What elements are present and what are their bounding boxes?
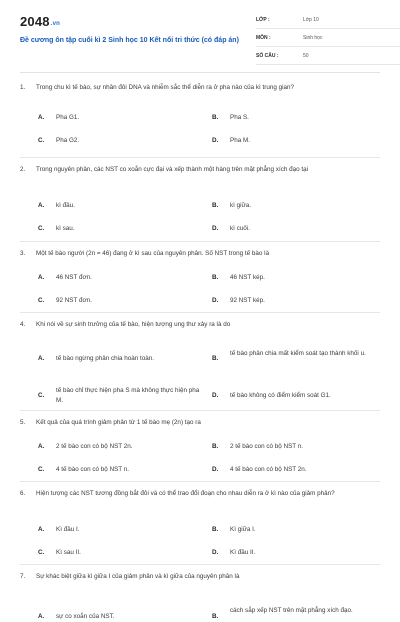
question-text [20,417,380,428]
option-text: Kì đầu II. [230,549,256,556]
question-number: 4. [20,321,26,328]
option-text: 46 NST kép. [230,274,265,281]
question-number: 2. [20,166,26,173]
option-text: kì giữa. [230,202,252,209]
question-text [20,164,380,175]
question-text [20,571,380,582]
option-letter: C. [38,137,45,144]
question-text [20,488,380,499]
option-letter: D. [212,225,219,232]
meta-table [256,14,400,68]
option-text: 2 tế bào con có bộ NST 2n. [56,443,133,450]
option-letter: A. [38,355,45,362]
option-text: tế bào chỉ thực hiện pha S mà không thực hiện pha M. [56,387,200,404]
question-number: 5. [20,419,26,426]
question-4 [20,313,380,411]
option-letter: B. [212,114,219,121]
option-text: Kì sau II. [56,549,81,556]
option-letter: B. [212,274,219,281]
question-number: 7. [20,573,26,580]
option-letter: B. [212,202,219,209]
option-text: kì sau. [56,225,75,232]
option-text: Pha M. [230,137,250,144]
question-1 [20,80,380,158]
option-letter: C. [38,297,45,304]
question-prompt: Sự khác biệt giữa kì giữa I của giảm phân và kì giữa của nguyên phân là [36,573,240,580]
option-letter: A. [38,114,45,121]
option-letter: B. [212,355,219,362]
question-prompt: Khi nói về sự sinh trưởng của tế bào, hiện tượng ung thư xảy ra là do [36,321,231,328]
option-text: 92 NST kép. [230,297,265,304]
meta-row-class [256,14,400,29]
option-letter: A. [38,526,45,533]
option-letter: D. [212,137,219,144]
document-title: Đề cương ôn tập cuối kì 2 Sinh học 10 Kết nối tri thức (có đáp án) [20,37,239,44]
option-letter: A. [38,202,45,209]
logo-tld: .vn [50,21,61,27]
option-text: Kì giữa I. [230,526,256,533]
option-text: 92 NST đơn. [56,297,92,304]
option-letter: B. [212,443,219,450]
option-letter: C. [38,225,45,232]
meta-row-count [256,50,400,65]
option-text: 4 tế bào con có bộ NST 2n. [230,466,307,473]
header [20,14,380,64]
question-prompt: Một tế bào người (2n = 46) đang ở kì sau của nguyên phân. Số NST trong tế bào là [36,250,270,257]
option-text: tế bào ngừng phân chia hoàn toàn. [56,355,155,362]
question-prompt: Kết quả của quá trình giảm phân từ 1 tế bào mẹ (2n) tạo ra [36,419,201,426]
option-letter: A. [38,613,45,620]
question-list [20,80,380,620]
question-5 [20,411,380,482]
question-3 [20,242,380,313]
option-letter: D. [212,549,219,556]
option-letter: B. [212,613,219,620]
meta-key-subject: MÔN : [256,35,271,41]
option-text: kì đầu. [56,202,75,209]
question-text [20,319,380,330]
site-logo[interactable] [20,14,60,29]
logo-text: 2048 [20,14,50,29]
option-text: 46 NST đơn. [56,274,92,281]
question-number: 6. [20,490,26,497]
meta-value-count: 50 [303,53,309,59]
question-number: 1. [20,84,26,91]
question-6 [20,482,380,565]
option-text: kì cuối. [230,225,250,232]
meta-key-count: SỐ CÂU : [256,53,279,59]
option-text: sự co xoắn của NST. [56,613,115,620]
option-text: tế bào không có điểm kiểm soát G1. [230,392,331,399]
option-letter: B. [212,526,219,533]
option-text: Pha G1. [56,114,80,121]
header-divider [20,72,380,73]
option-text: Pha S. [230,114,249,121]
meta-key-class: LỚP : [256,17,270,23]
option-letter: C. [38,549,45,556]
option-letter: D. [212,392,219,399]
question-number: 3. [20,250,26,257]
question-text [20,248,380,259]
option-letter: C. [38,392,45,399]
question-2 [20,158,380,242]
option-text: 4 tế bào con có bộ NST n. [56,466,130,473]
option-text: tế bào phân chia mất kiểm soát tạo thành khối u. [230,350,366,357]
question-prompt: Hiện tượng các NST tương đồng bắt đôi và có thể trao đổi đoạn cho nhau diễn ra ở kì nào của giảm phân? [36,490,335,497]
option-letter: A. [38,443,45,450]
option-text: Pha G2. [56,137,80,144]
option-text: 2 tế bào con có bộ NST n. [230,443,304,450]
question-7 [20,565,380,620]
meta-value-subject: Sinh học [303,35,323,41]
option-letter: A. [38,274,45,281]
option-text: cách sắp xếp NST trên mặt phẳng xích đạo. [230,607,353,614]
question-prompt: Trong chu kì tế bào, sự nhân đôi DNA và nhiễm sắc thể diễn ra ở pha nào của kì trung gian? [36,84,295,91]
option-letter: C. [38,466,45,473]
option-letter: D. [212,466,219,473]
question-text [20,82,380,93]
option-letter: D. [212,297,219,304]
meta-row-subject [256,32,400,47]
question-prompt: Trong nguyên phân, các NST co xoắn cực đại và xếp thành một hàng trên mặt phẳng xích đạo tại [36,166,308,173]
meta-value-class: Lớp 10 [303,17,319,23]
option-text: Kì đầu I. [56,526,80,533]
